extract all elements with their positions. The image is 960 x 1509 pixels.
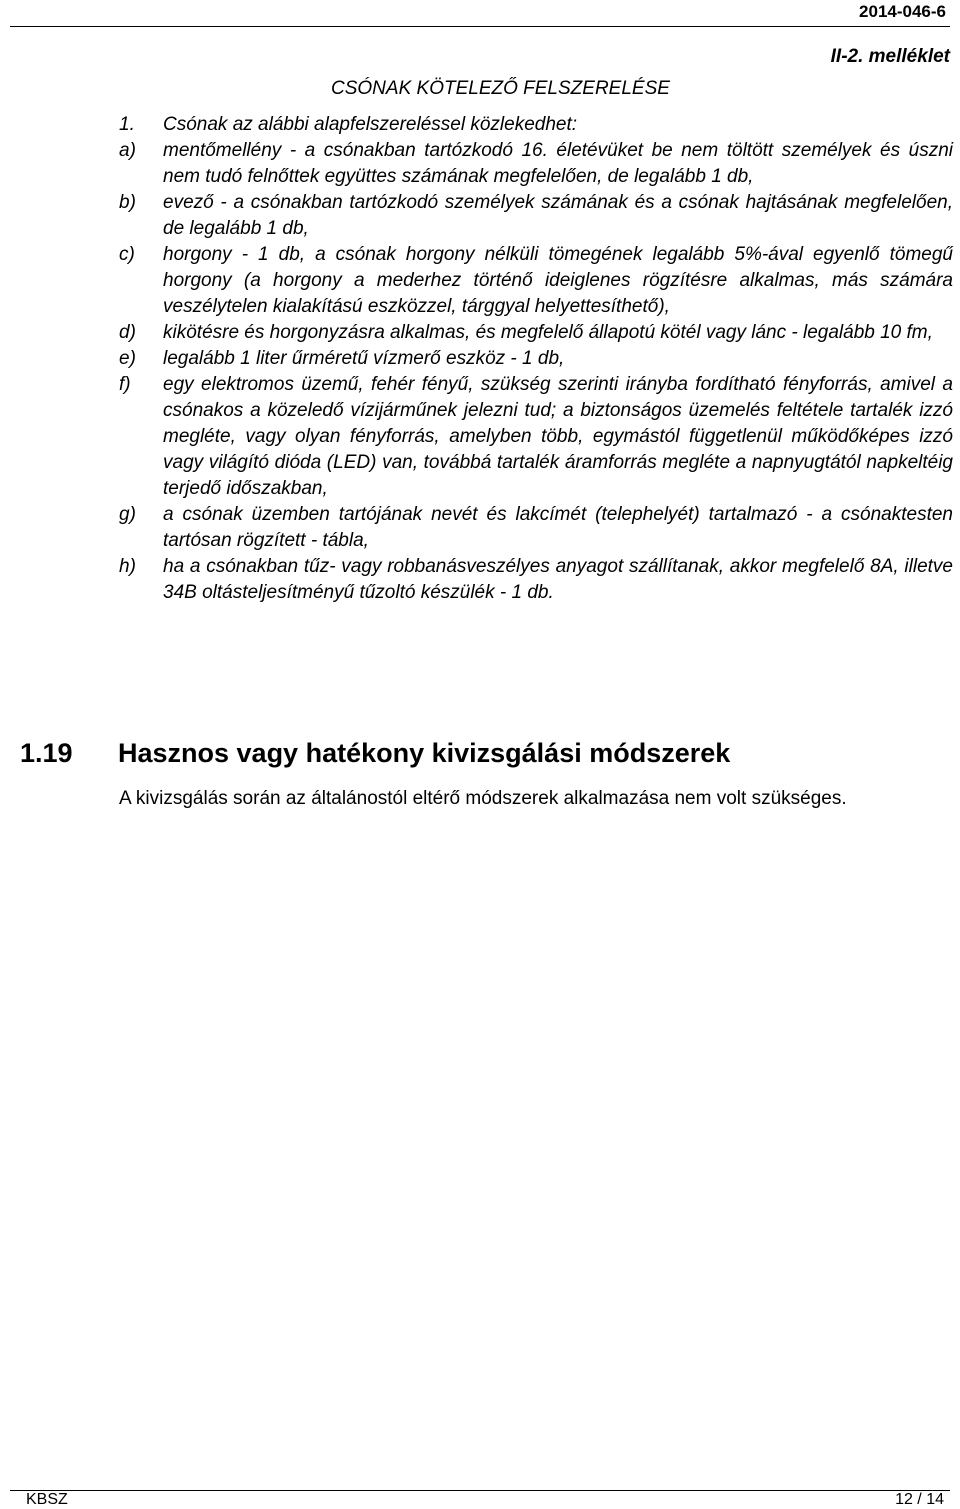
- list-item: [119, 554, 953, 606]
- list-item: [119, 320, 953, 346]
- item-text: legalább 1 liter űrméretű vízmerő eszköz - 1 db,: [163, 348, 565, 369]
- item-label: e): [119, 348, 136, 369]
- intro-number: 1.: [119, 114, 135, 135]
- header-divider: [10, 26, 950, 27]
- item-text: evező - a csónakban tartózkodó személyek számának és a csónak hajtásának megfelelően, de legalább 1 db,: [163, 192, 953, 239]
- list-item: [119, 502, 953, 554]
- item-text: egy elektromos üzemű, fehér fényű, szükség szerinti irányba fordítható fényforrás, amivel a csónakos a közeledő vízijárműnek jelezni tud; a biztonságos üzemelés feltétele tartalék izzó megléte, vagy olyan fényforrás, amelyben több, egymástól függetlenül működőképes izzó vagy világító dióda (LED) van, továbbá tartalék áramforrás megléte a napnyugtától napkeltéig terjedő időszakban,: [163, 374, 953, 499]
- item-label: f): [119, 374, 131, 395]
- section-title: Hasznos vagy hatékony kivizsgálási módszerek: [118, 738, 731, 768]
- equipment-list: [119, 112, 953, 606]
- item-text: mentőmellény - a csónakban tartózkodó 16. életévüket be nem töltött személyek és úszni nem tudó felnőttek együttes számának megfelelően, de legalább 1 db,: [163, 140, 953, 187]
- list-item: [119, 190, 953, 242]
- item-text: a csónak üzemben tartójának nevét és lakcímét (telephelyét) tartalmazó - a csónaktesten tartósan rögzített - tábla,: [163, 504, 953, 551]
- item-text: ha a csónakban tűz- vagy robbanásveszélyes anyagot szállítanak, akkor megfelelő 8A, illetve 34B oltásteljesítményű tűzoltó készülék - 1 db.: [163, 556, 953, 603]
- item-label: g): [119, 504, 136, 525]
- footer-org: KBSZ: [26, 1491, 68, 1508]
- list-item: [119, 242, 953, 320]
- item-label: a): [119, 140, 136, 161]
- item-text: kikötésre és horgonyzásra alkalmas, és megfelelő állapotú kötél vagy lánc - legalább 10 fm,: [163, 322, 933, 343]
- section-body: A kivizsgálás során az általánostól eltérő módszerek alkalmazása nem volt szükséges.: [119, 788, 847, 809]
- intro-text: Csónak az alábbi alapfelszereléssel közlekedhet:: [163, 114, 578, 135]
- item-text: horgony - 1 db, a csónak horgony nélküli tömegének legalább 5%-ával egyenlő tömegű horgony (a horgony a mederhez történő ideiglenes rögzítésre alkalmas, más számára veszélytelen kialakítású eszközzel, tárggyal helyettesíthető),: [163, 244, 953, 317]
- page-title: CSÓNAK KÖTELEZŐ FELSZERELÉSE: [331, 78, 670, 99]
- item-label: h): [119, 556, 136, 577]
- document-code: 2014-046-6: [859, 2, 946, 21]
- annex-label: II-2. melléklet: [830, 46, 950, 67]
- list-item: [119, 138, 953, 190]
- list-item: [119, 372, 953, 502]
- list-intro: [119, 112, 953, 138]
- list-item: [119, 346, 953, 372]
- item-label: c): [119, 244, 135, 265]
- item-label: d): [119, 322, 136, 343]
- footer-divider: [10, 1490, 950, 1491]
- item-label: b): [119, 192, 136, 213]
- section-number: 1.19: [20, 738, 73, 768]
- section-heading: [20, 738, 730, 769]
- page-number: 12 / 14: [895, 1491, 944, 1508]
